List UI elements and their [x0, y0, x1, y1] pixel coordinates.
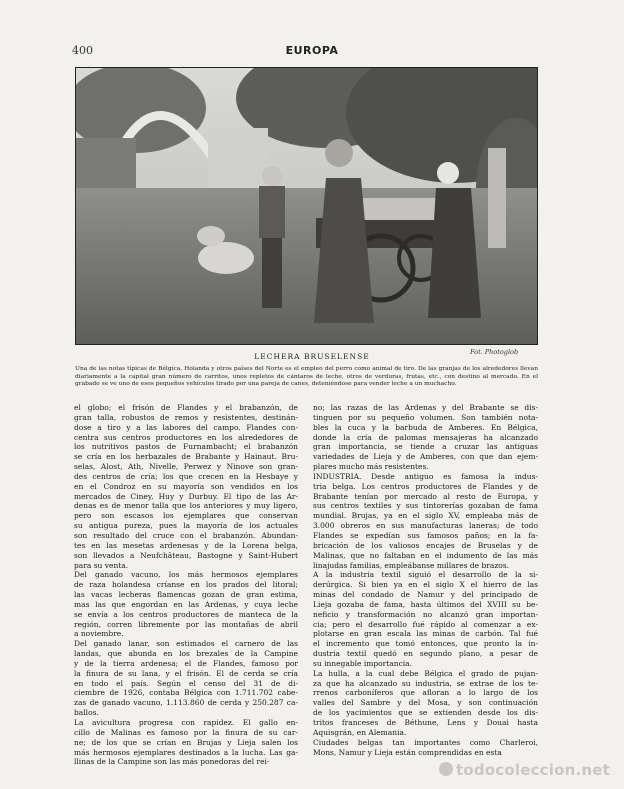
text-line: dustria textil quedó en segundo plano, a pesar de — [313, 649, 538, 659]
text-line: mercados de Ciney, Huy y Durbuy. El tipo de las Ar- — [74, 491, 298, 501]
paragraph — [313, 403, 538, 472]
text-line: tria belga. Los centros productores de Flandes y de — [313, 481, 538, 491]
text-line: variedades de Lieja y de Amberes, con que dan ejem- — [313, 452, 538, 462]
text-line: bricación de los valiosos encajes de Bruselas y de — [313, 540, 538, 550]
paragraph — [74, 570, 298, 639]
photo-caption: Una de las notas típicas de Bélgica, Holanda y otros países del Norte es el empleo del perro como animal de tiro. De las granjas de los alrededores llevan diariamente a la capital gran número de carritos, unos repletos de cántaros de leche, otros de verduras, frutas, etc., con destino al mercado. En el grabado se ve uno de esos pequeños vehículos tirado por una pareja de canes, deteniéndose para vender leche a un muchacho. — [75, 366, 538, 388]
text-line: el globo; el frisón de Flandes y el brabanzón, de — [74, 403, 298, 412]
text-line: se envía a los centros productores de manteca de la — [74, 609, 298, 619]
text-line: 3.000 obreros en sus manufacturas laneras; de todo — [313, 521, 538, 531]
text-line: valles del Sambre y del Mosa, y son continuación — [313, 698, 538, 708]
text-line: za que ha alcanzado su industria, se extrae de los te- — [313, 678, 538, 688]
text-line: cillo de Malinas es famoso por la finura de su car- — [74, 727, 298, 737]
text-line: Aquisgrán, en Alemania. — [313, 727, 407, 737]
text-line: tes en las mesetas ardenesas y de la Lorena belga, — [74, 540, 298, 550]
text-line: INDUSTRIA. Desde antiguo es famosa la indus- — [313, 471, 538, 481]
paragraph — [313, 738, 538, 758]
text-line: Malinas, que no faltaban en el indumento de las más — [313, 550, 538, 560]
paragraph — [313, 570, 538, 668]
text-line: se cría en los herbazales de Brabante y Hainaut. Bru- — [74, 452, 298, 462]
text-line: de los yacimientos que se extienden desde los dis- — [313, 708, 538, 718]
text-line: neficio y transformación no alcanzó gran importan- — [313, 609, 538, 619]
paragraph — [74, 403, 298, 570]
text-line: y de la tierra ardenesa; el de Flandes, famoso por — [74, 658, 298, 668]
watermark — [439, 761, 610, 779]
text-line: Brabante tenían por mercado al resto de Europa, y — [313, 491, 538, 501]
text-line: región, corren libremente por las montañas de abril — [74, 619, 298, 629]
paragraph — [74, 718, 298, 767]
text-line: derúrgica. Si bien ya en el siglo X el hierro de las — [313, 580, 538, 590]
text-line: bles la cuca y la barbuda de Amberes. En Bélgica, — [313, 422, 538, 432]
paragraph — [74, 639, 298, 718]
watermark-logo-icon — [439, 762, 453, 776]
text-line: llinas de la Campine son las más ponedoras del rei- — [74, 757, 270, 767]
text-line: su innegable importancia. — [313, 658, 413, 668]
text-line: minas del condado de Namur y del principado de — [313, 590, 538, 600]
text-line: cia; pero el desarrollo fué rápido al comenzar a ex- — [313, 619, 538, 629]
text-line: más hermosos ejemplares destinados a la lucha. Las ga- — [74, 747, 298, 757]
text-line: en el Condroz en su mayoría son vendidos en los — [74, 481, 298, 491]
watermark-text: todocoleccion.net — [455, 761, 610, 779]
text-line: sus centros textiles y sus tintorerías gozaban de fama — [313, 501, 538, 511]
text-line: pero son escasos los ejemplares que conservan — [74, 511, 298, 521]
photo-title: LECHERA BRUSELENSE — [254, 352, 370, 361]
page-number: 400 — [72, 44, 93, 57]
text-line: para su venta. — [74, 560, 129, 570]
text-line: gran talla, robustos de remos y resistentes, destinán- — [74, 412, 298, 422]
text-line: La avicultura progresa con rapidez. El gallo en- — [74, 718, 298, 727]
text-line: Del ganado vacuno, los más hermosos ejemplares — [74, 570, 298, 580]
text-line: plotarse en gran escala las minas de carbón. Tal fué — [313, 629, 538, 639]
paragraph — [313, 472, 538, 570]
text-line: plares mucho más resistentes. — [313, 462, 429, 472]
text-line: en todo el país. Según el censo del 31 de di- — [74, 678, 298, 688]
text-line: Lieja gozaba de fama, hasta últimos del XVIII su be- — [313, 599, 538, 609]
text-line: no; las razas de las Ardenas y del Brabante se dis- — [313, 403, 538, 412]
paragraph — [313, 669, 538, 738]
text-line: rrenos carboníferos que afloran a lo largo de los — [313, 688, 538, 698]
photograph-milk-cart — [75, 67, 538, 345]
text-line: dose a tiro y a las labores del campo. Flandes con- — [74, 422, 298, 432]
text-line: landas, que abunda en los brezales de la Campine — [74, 649, 298, 659]
text-line: Del ganado lanar, son estimados el carnero de las — [74, 639, 298, 649]
left-column — [74, 403, 298, 767]
text-line: gran importancia, se tiende a cruzar las antiguas — [313, 442, 538, 452]
text-line: zas de ganado vacuno, 1.113.860 de cerda y 250.287 ca- — [74, 698, 298, 708]
text-line: los nutritivos pastos de Furnambacht; el brabanzón — [74, 442, 298, 452]
text-line: a noviembre. — [74, 629, 124, 639]
text-line: Flandes se expedían sus famosos paños; en la fa- — [313, 530, 538, 540]
right-column — [313, 403, 538, 757]
photo-credit: Fot. Photoglob — [470, 348, 519, 356]
text-line: Mons, Namur y Lieja están comprendidas en esta — [313, 747, 502, 757]
text-line: ballos. — [74, 708, 99, 718]
text-line: su antigua pureza, pues la mayoría de los actuales — [74, 521, 298, 531]
text-line: selas, Alost, Ath, Nivelle, Perwez y Ninove son gran- — [74, 462, 298, 472]
text-line: tritos franceses de Béthune, Lens y Douai hasta — [313, 718, 538, 727]
running-header: EUROPA — [285, 44, 339, 57]
text-line: tinguen por su pequeño volumen. Son también nota- — [313, 412, 538, 422]
text-line: denas es de menor talla que los anteriores y muy ligero, — [74, 501, 298, 511]
text-line: mundial. Brujas, ya en el siglo XV, empleaba más de — [313, 511, 538, 521]
text-line: ne; de los que se crían en Brujas y Lieja salen los — [74, 737, 298, 747]
text-line: des centros de cría; los que crecen en la Hesbaye y — [74, 471, 298, 481]
text-line: centra sus centros productores en los alrededores de — [74, 432, 298, 442]
text-line: La hulla, a la cual debe Bélgica el grado de pujan- — [313, 668, 538, 678]
text-line: son llevados a Neufchâteau, Bastogne y Saint-Hubert — [74, 550, 298, 560]
text-line: las vacas lecheras flamencas gozan de gran estima, — [74, 590, 298, 600]
text-line: linajudas familias, empleábanse millares de brazos. — [313, 560, 510, 570]
text-line: Ciudades belgas tan importantes como Charleroi, — [313, 737, 538, 747]
text-line: el incremento que tomó entonces, que pronto la in- — [313, 639, 538, 649]
text-line: la finura de su lana, y el frisón. El de cerda se cría — [74, 668, 298, 678]
text-line: de raza holandesa críanse en los prados del litoral; — [74, 580, 298, 590]
text-line: mas las que engordan en las Ardenas, y cuya leche — [74, 599, 298, 609]
text-line: donde la cría de palomas mensajeras ha alcanzado — [313, 432, 538, 442]
text-line: son resultado del cruce con el brabanzón. Abundan- — [74, 530, 298, 540]
text-line: A la industria textil siguió el desarrollo de la si- — [313, 570, 538, 580]
text-line: ciembre de 1926, contaba Bélgica con 1.711.702 cabe- — [74, 688, 298, 698]
